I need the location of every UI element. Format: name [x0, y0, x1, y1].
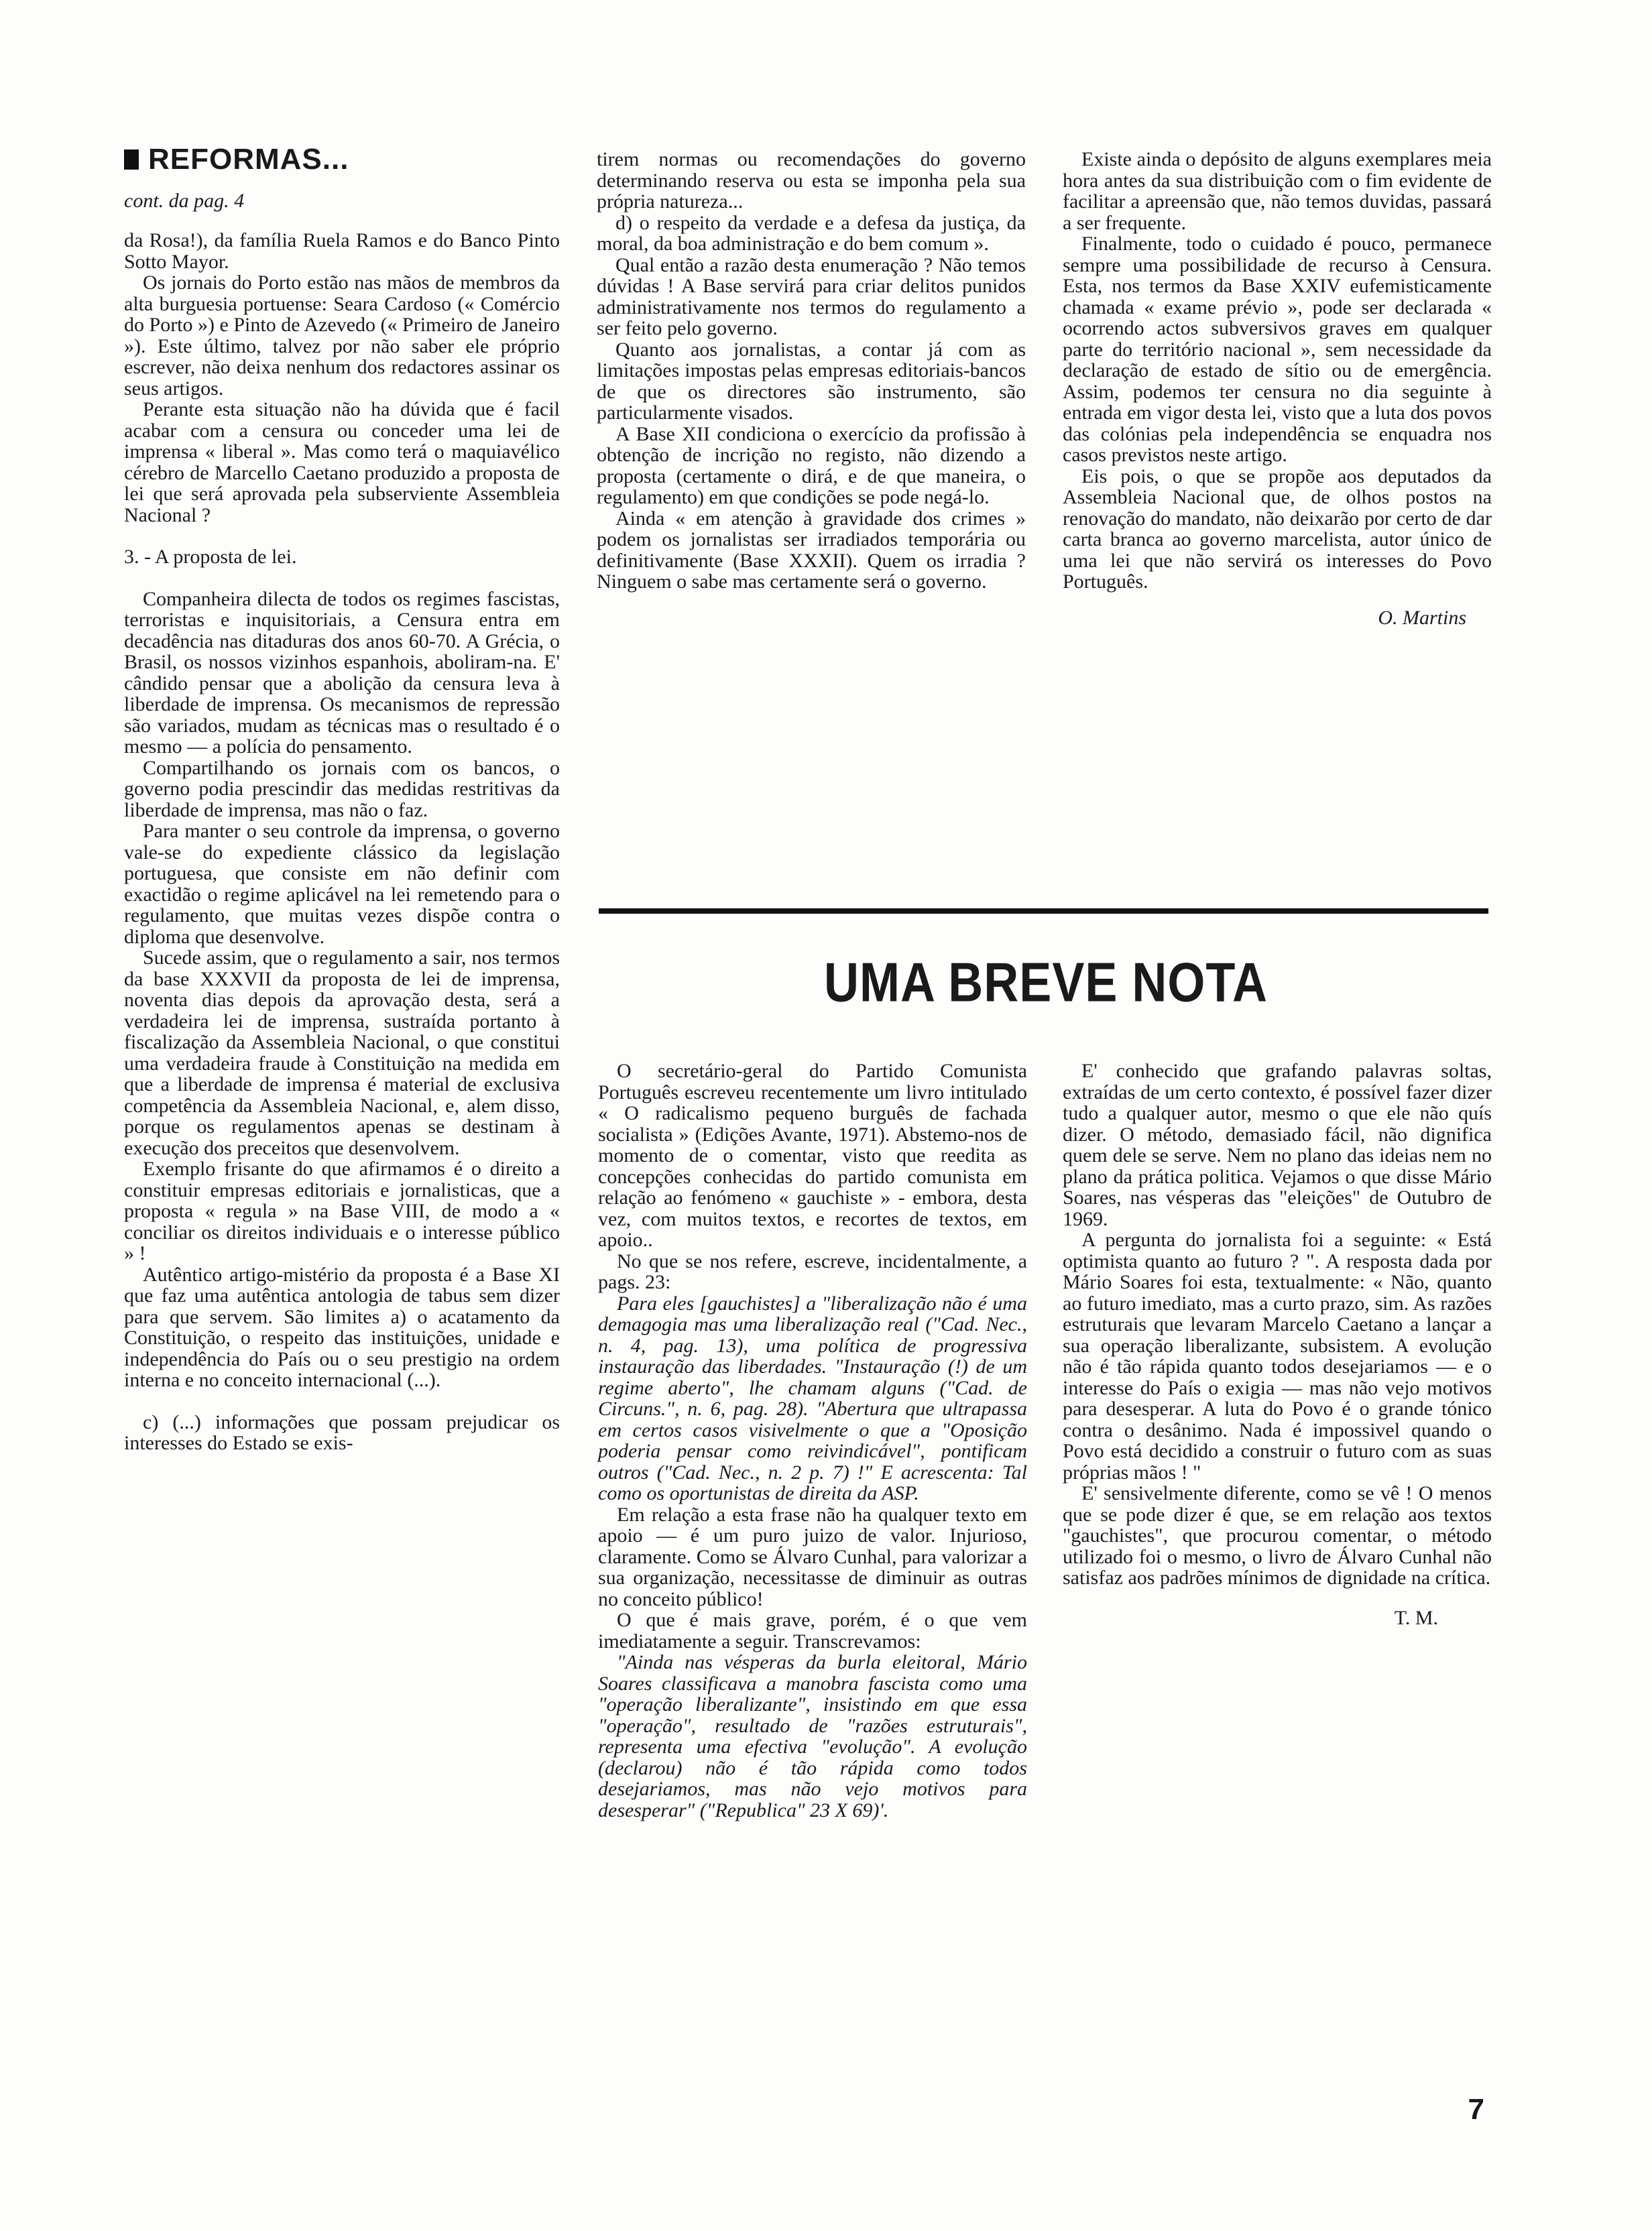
paragraph: Autêntico artigo-mistério da proposta é a Base XI que faz uma autêntica antologia de tabus sem dizer para que servem. São limites a) o acatamento da Constituição, o respeito das instituições, unidade e independência do País ou o seu prestigio na ordem interna e no conceito internacional (...).	[124, 1263, 560, 1391]
paragraph: tirem normas ou recomendações do governo determinando reserva ou esta se imponha pela sua própria natureza...	[597, 148, 1026, 213]
paragraph: Ainda « em atenção à gravidade dos crimes » podem os jornalistas ser irradiados temporária ou definitivamente (Base XXXII). Quem os irradia ? Ninguem o sabe mas certamente será o governo.	[597, 507, 1026, 593]
paragraph: Existe ainda o depósito de alguns exemplares meia hora antes da sua distribuição com o fim evidente de facilitar a apreensão que, não temos duvidas, passará a ser frequente.	[1063, 148, 1492, 234]
paragraph: Eis pois, o que se propõe aos deputados da Assembleia Nacional que, de olhos postos na renovação do mandato, não deixarão por certo de dar carta branca ao governo marcelista, autor único de uma lei que não servirá os interesses do Povo Português.	[1063, 465, 1492, 593]
reformas-column-3	[1063, 149, 1492, 628]
breve-nota-column-2	[1063, 1061, 1492, 1628]
paragraph: Exemplo frisante do que afirmamos é o direito a constituir empresas editoriais e jornalisticas, que a proposta « regula » na Base VIII, de modo a « conciliar os direitos individuais e o interesse público » !	[124, 1158, 560, 1264]
quoted-paragraph: "Ainda nas vésperas da burla eleitoral, Mário Soares classificava a manobra fascista como uma "operação liberalizante", insistindo em que essa "operação", resultado de "razões estruturais", representa uma efectiva "evolução". A evolução (declarou) não é tão rápida como todos desejariamos, mas não vejo motivos para desesperar" ("Republica" 23 X 69)'.	[598, 1651, 1027, 1821]
paragraph: Quanto aos jornalistas, a contar já com as limitações impostas pelas empresas editoriais-bancos de que os directores são instrumento, são particularmente visados.	[597, 338, 1026, 424]
paragraph: d) o respeito da verdade e a defesa da justiça, da moral, da boa administração e do bem comum ».	[597, 211, 1026, 255]
reformas-column-2	[597, 149, 1026, 593]
subsection-heading: 3. - A proposta de lei.	[124, 546, 297, 568]
reformas-column-1	[124, 143, 560, 1454]
breve-nota-column-1	[598, 1061, 1027, 1821]
paragraph: No que se nos refere, escreve, incidentalmente, a pags. 23:	[598, 1250, 1027, 1293]
paragraph: O que é mais grave, porém, é o que vem imediatamente a seguir. Transcrevamos:	[598, 1609, 1027, 1652]
paragraph: Compartilhando os jornais com os bancos, o governo podia prescindir das medidas restritivas da liberdade de imprensa, mas não o faz.	[124, 756, 560, 821]
author-signature: O. Martins	[1378, 606, 1466, 629]
paragraph: Os jornais do Porto estão nas mãos de membros da alta burguesia portuense: Seara Cardoso (« Comércio do Porto ») e Pinto de Azevedo (« Primeiro de Janeiro »). Este último, talvez por não saber ele próprio escrever, não deixa nenhum dos redactores assinar os seus artigos.	[124, 272, 560, 400]
author-signature: T. M.	[1394, 1606, 1438, 1629]
section-heading-text: REFORMAS...	[148, 143, 349, 176]
quoted-paragraph: Para eles [gauchistes] a "liberalização não é uma demagogia mas uma liberalização real ("Cad. Nec., n. 4, pag. 13), uma política de progressiva instauração das liberdades. "Instauração (!) de um regime aberto", lhe chamam alguns ("Cad. de Circuns.", n. 6, pag. 28). "Abertura que ultrapassa em certos casos visivelmente o que a "Oposição poderia pensar como reivindicável", pontificam outros ("Cad. Nec., n. 2 p. 7) !" E acrescenta: Tal como os oportunistas de direita da ASP.	[598, 1292, 1027, 1504]
paragraph: Qual então a razão desta enumeração ? Não temos dúvidas ! A Base servirá para criar delitos punidos administrativamente nos termos do regulamento a ser feito pelo governo.	[597, 253, 1026, 339]
horizontal-divider	[599, 908, 1488, 914]
paragraph: A pergunta do jornalista foi a seguinte: « Está optimista quanto ao futuro ? ". A resposta dada por Mário Soares foi esta, textualmente: « Não, quanto ao futuro imediato, mas a curto prazo, sim. As razões estruturais que levaram Marcelo Caetano a lançar a sua operação liberalizante, subsistem. A evolução não é tão rápida quanto todos desejariamos — e o interesse do País o exigia — mas não vejo motivos para desesperar. A luta do Povo é o grande tónico contra o desânimo. Nada é impossivel quando o Povo está decidido a construir o futuro com as suas próprias mãos ! "	[1063, 1229, 1492, 1484]
paragraph: O secretário-geral do Partido Comunista Português escreveu recentemente um livro intitulado « O radicalismo pequeno burguês de fachada socialista » (Edições Avante, 1971). Abstemo-nos de momento de o comentar, visto que reedita as concepções conhecidas do partido comunista em relação ao fenómeno « gauchiste » - embora, desta vez, com muitos textos, e recortes de textos, em apoio..	[598, 1060, 1027, 1251]
heading-bullet-icon	[124, 149, 139, 170]
paragraph: Finalmente, todo o cuidado é pouco, permanece sempre uma possibilidade de recurso à Censura. Esta, nos termos da Base XXIV eufemisticamente chamada « exame prévio », pode ser declarada « ocorrendo actos subversivos graves em qualquer parte do território nacional », sem necessidade da declaração de estado de sítio ou de emergência. Assim, podemos ter censura no dia seguinte à entrada em vigor desta lei, visto que a luta dos povos das colónias pela independência se enquadra nos casos previstos neste artigo.	[1063, 233, 1492, 466]
paragraph: c) (...) informações que possam prejudicar os interesses do Estado se exis-	[124, 1410, 560, 1454]
article-title: UMA BREVE NOTA	[824, 952, 1268, 1014]
paragraph: E' conhecido que grafando palavras soltas, extraídas de um certo contexto, é possível fazer dizer tudo a qualquer autor, mesmo o que ele não quís dizer. O método, demasiado fácil, não dignifica quem dele se serve. Nem no plano das ideias nem no plano da prática politica. Vejamos o que disse Mário Soares, nas vésperas das "eleições" de Outubro de 1969.	[1063, 1060, 1492, 1230]
section-heading	[124, 143, 560, 176]
paragraph: Companheira dilecta de todos os regimes fascistas, terroristas e inquisitoriais, a Censura entra em decadência nas ditaduras dos anos 60-70. A Grécia, o Brasil, os nossos vizinhos espanhois, aboliram-na. E' cândido pensar que a abolição da censura leva à liberdade de imprensa. Os mecanismos de repressão são variados, mudam as técnicas mas o resultado é o mesmo — a polícia do pensamento.	[124, 587, 560, 758]
paragraph: Sucede assim, que o regulamento a sair, nos termos da base XXXVII da proposta de lei de imprensa, noventa dias depois da aprovação desta, será a verdadeira lei de imprensa, sustraída portanto à fiscalização da Assembleia Nacional, o que constitui uma verdadeira fraude à Constituição na medida em que a liberdade de imprensa é material de exclusiva competência da Assembleia Nacional, e, alem disso, porque os regulamentos apenas se destinam à execução dos preceitos que desenvolvem.	[124, 947, 560, 1159]
paragraph: Para manter o seu controle da imprensa, o governo vale-se do expediente clássico da legislação portuguesa, que consiste em não definir com exactidão o regime aplicável na lei remetendo para o regulamento, que muitas vezes dispõe contra o diploma que desenvolve.	[124, 820, 560, 948]
paragraph: Em relação a esta frase não ha qualquer texto em apoio — é um puro juizo de valor. Injurioso, claramente. Como se Álvaro Cunhal, para valorizar a sua organização, necessitasse de diminuir as outras no conceito público!	[598, 1503, 1027, 1610]
paragraph: E' sensivelmente diferente, como se vê ! O menos que se pode dizer é que, se em relação aos textos "gauchistes", que procurou comentar, o método utilizado foi o mesmo, o livro de Álvaro Cunhal não satisfaz aos padrões mínimos de dignidade na crítica.	[1063, 1482, 1492, 1589]
continued-from-label: cont. da pag. 4	[124, 189, 245, 212]
paragraph: A Base XII condiciona o exercício da profissão à obtenção de incrição no registo, não dizendo a proposta (certamente o dirá, e de que maneira, o regulamento) em que condições se pode negá-lo.	[597, 422, 1026, 508]
paragraph: da Rosa!), da família Ruela Ramos e do Banco Pinto Sotto Mayor.	[124, 229, 560, 273]
page-number: 7	[1468, 2093, 1484, 2126]
paragraph: Perante esta situação não ha dúvida que é facil acabar com a censura ou conceder uma lei de imprensa « liberal ». Mas como terá o maquiavélico cérebro de Marcello Caetano produzido a proposta de lei que será aprovada pela subserviente Assembleia Nacional ?	[124, 398, 560, 526]
